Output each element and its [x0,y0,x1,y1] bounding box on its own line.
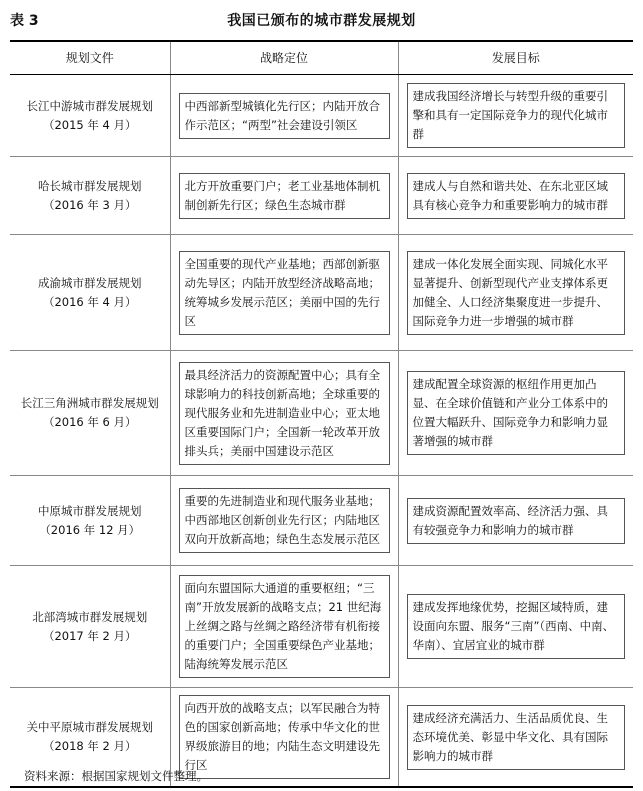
positioning-text: 中西部新型城镇化先行区；内陆开放合作示范区；“两型”社会建设引领区 [179,93,390,139]
document-date: （2016 年 6 月） [42,415,137,429]
column-header-positioning: 战略定位 [170,41,398,75]
document-name: 北部湾城市群发展规划 [32,609,148,624]
table-row [10,157,633,235]
goal-cell [398,566,633,688]
document-name: 成渝城市群发展规划 [38,275,142,290]
document-date: （2016 年 12 月） [39,522,141,537]
document-name: 哈长城市群发展规划 [38,178,142,193]
positioning-cell [170,566,398,688]
document-date: （2018 年 2 月） [42,739,137,753]
goal-cell [398,75,633,157]
positioning-cell [170,351,398,476]
table-row [10,75,633,157]
source-note: 资料来源：根据国家规划文件整理。 [24,769,208,783]
document-name: 长江中游城市群发展规划 [26,98,153,113]
positioning-cell [170,157,398,235]
positioning-text: 全国重要的现代产业基地；西部创新驱动先导区；内陆开放型经济战略高地；统筹城乡发展示范区；美丽中国的先行区 [179,251,390,335]
positioning-text: 重要的先进制造业和现代服务业基地；中西部地区创新创业先行区；内陆地区双向开放新高地；绿色生态发展示范区 [179,488,390,553]
document-name: 长江三角洲城市群发展规划 [20,396,159,410]
goal-text: 建成一体化发展全面实现、同城化水平显著提升、创新型现代产业支撑体系更加健全、人口经济集聚度进一步提升、国际竞争力进一步增强的城市群 [407,251,626,335]
document-cell [10,75,170,157]
table-row [10,235,633,351]
goal-text: 建成经济充满活力、生活品质优良、生态环境优美、彰显中华文化、具有国际影响力的城市群 [407,705,626,770]
plans-table [10,40,633,788]
document-cell [10,476,170,566]
goal-text: 建成资源配置效率高、经济活力强、具有较强竞争力和影响力的城市群 [407,498,626,544]
document-cell [10,235,170,351]
document-date: （2017 年 2 月） [42,628,137,643]
table-row [10,476,633,566]
goal-text: 建成配置全球资源的枢纽作用更加凸显、在全球价值链和产业分工体系中的位置大幅跃升、国际竞争力和影响力显著增强的城市群 [407,371,626,455]
positioning-cell [170,235,398,351]
goal-cell [398,157,633,235]
goal-cell [398,476,633,566]
positioning-cell [170,476,398,566]
table-row [10,351,633,476]
goal-cell [398,688,633,788]
positioning-text: 北方开放重要门户；老工业基地体制机制创新先行区；绿色生态城市群 [179,173,390,219]
positioning-text: 最具经济活力的资源配置中心；具有全球影响力的科技创新高地；全球重要的现代服务业和先进制造业中心；亚太地区重要国际门户；全国新一轮改革开放排头兵；美丽中国建设示范区 [179,362,390,465]
goal-text: 建成我国经济增长与转型升级的重要引擎和具有一定国际竞争力的现代化城市群 [407,83,626,148]
goal-text: 建成发挥地缘优势，挖掘区域特质，建设面向东盟、服务“三南”（西南、中南、华南）、宜居宜业的城市群 [407,594,626,659]
table-caption [0,0,643,38]
document-date: （2016 年 3 月） [42,197,137,212]
document-cell [10,351,170,476]
goal-text: 建成人与自然和谐共处、在东北亚区域具有核心竞争力和重要影响力的城市群 [407,173,626,219]
document-name: 中原城市群发展规划 [38,503,142,518]
goal-cell [398,235,633,351]
table-number: 表 3 [10,13,39,29]
document-date: （2016 年 4 月） [42,294,137,309]
document-cell [10,157,170,235]
positioning-text: 向西开放的战略支点；以军民融合为特色的国家创新高地；传承中华文化的世界级旅游目的地；内陆生态文明建设先行区 [179,695,390,779]
column-header-document: 规划文件 [10,41,170,75]
table-title: 我国已颁布的城市群发展规划 [227,13,416,29]
document-name: 关中平原城市群发展规划 [26,720,153,734]
table-row [10,566,633,688]
positioning-text: 面向东盟国际大通道的重要枢纽；“三南”开放发展新的战略支点；21 世纪海上丝绸之路与丝绸之路经济带有机衔接的重要门户；全国重要绿色产业基地；陆海统筹发展示范区 [179,575,390,678]
document-date: （2015 年 4 月） [42,117,137,132]
goal-cell [398,351,633,476]
table-header-row [10,41,633,75]
positioning-cell [170,75,398,157]
document-cell [10,566,170,688]
column-header-goal: 发展目标 [398,41,633,75]
